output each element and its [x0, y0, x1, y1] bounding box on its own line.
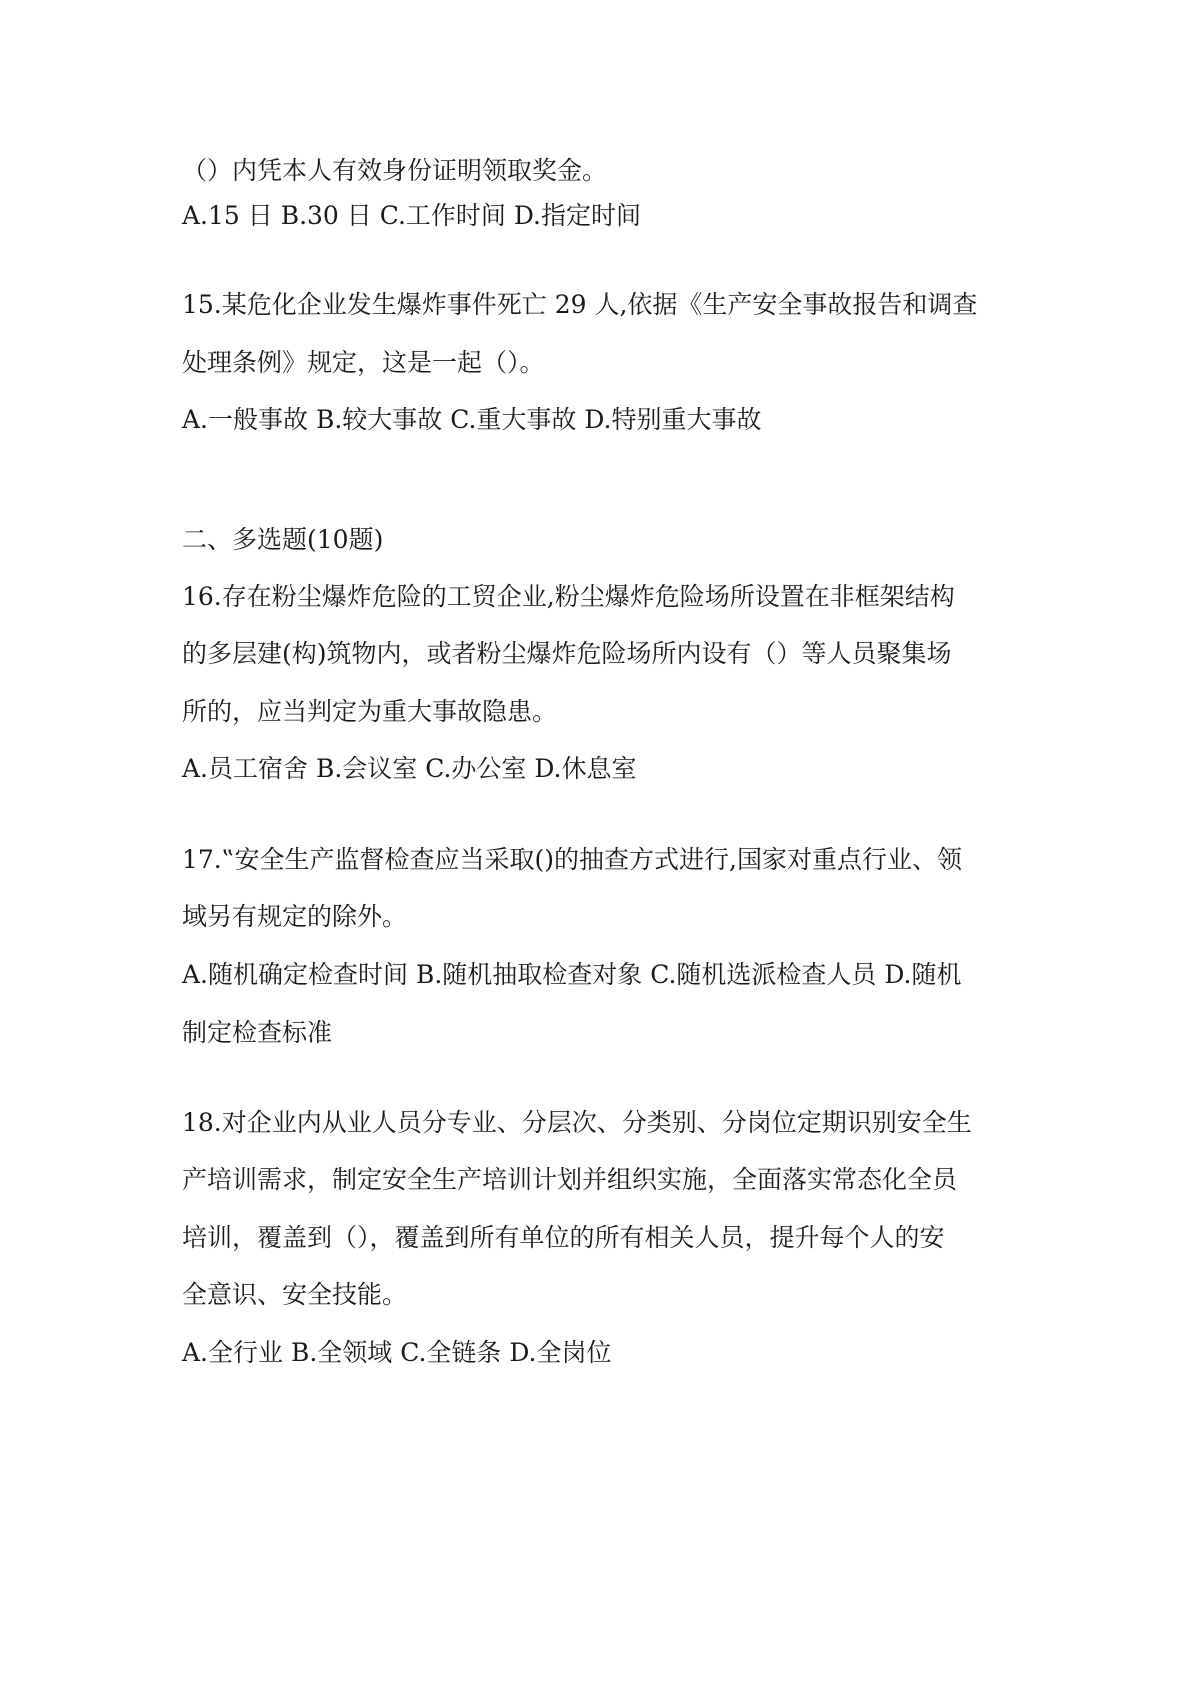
section-heading: 二、多选题(10题)	[182, 525, 384, 554]
q15-options: A.一般事故 B.较大事故 C.重大事故 D.特别重大事故	[182, 405, 762, 434]
q18-options: A.全行业 B.全领域 C.全链条 D.全岗位	[182, 1338, 612, 1367]
q15-text-line-2: 处理条例》规定，这是一起（）。	[182, 348, 545, 377]
q16-text-line-3: 所的，应当判定为重大事故隐患。	[182, 697, 558, 726]
q16-text-line-1: 16.存在粉尘爆炸危险的工贸企业,粉尘爆炸危险场所设置在非框架结构	[182, 582, 955, 611]
q17-text-line-1: 17.‟安全生产监督检查应当采取()的抽查方式进行,国家对重点行业、领	[182, 845, 962, 874]
q17-options-line-1: A.随机确定检查时间 B.随机抽取检查对象 C.随机选派检查人员 D.随机	[182, 960, 962, 989]
q18-text-line-2: 产培训需求，制定安全生产培训计划并组织实施，全面落实常态化全员	[182, 1165, 958, 1194]
q16-text-line-2: 的多层建(构)筑物内，或者粉尘爆炸危险场所内设有（）等人员聚集场	[182, 639, 952, 668]
q18-text-line-1: 18.对企业内从业人员分专业、分层次、分类别、分岗位定期识别安全生	[182, 1108, 972, 1137]
q15-text-line-1: 15.某危化企业发生爆炸事件死亡 29 人,依据《生产安全事故报告和调查	[182, 290, 978, 319]
q14-text-line: （）内凭本人有效身份证明领取奖金。	[182, 156, 608, 185]
q18-text-line-3: 培训，覆盖到（），覆盖到所有单位的所有相关人员，提升每个人的安	[182, 1223, 945, 1252]
q17-text-line-2: 域另有规定的除外。	[182, 902, 408, 931]
q18-text-line-4: 全意识、安全技能。	[182, 1280, 408, 1309]
q16-options: A.员工宿舍 B.会议室 C.办公室 D.休息室	[182, 754, 637, 783]
q14-options: A.15 日 B.30 日 C.工作时间 D.指定时间	[182, 201, 641, 230]
q17-options-line-2: 制定检查标准	[182, 1018, 333, 1047]
